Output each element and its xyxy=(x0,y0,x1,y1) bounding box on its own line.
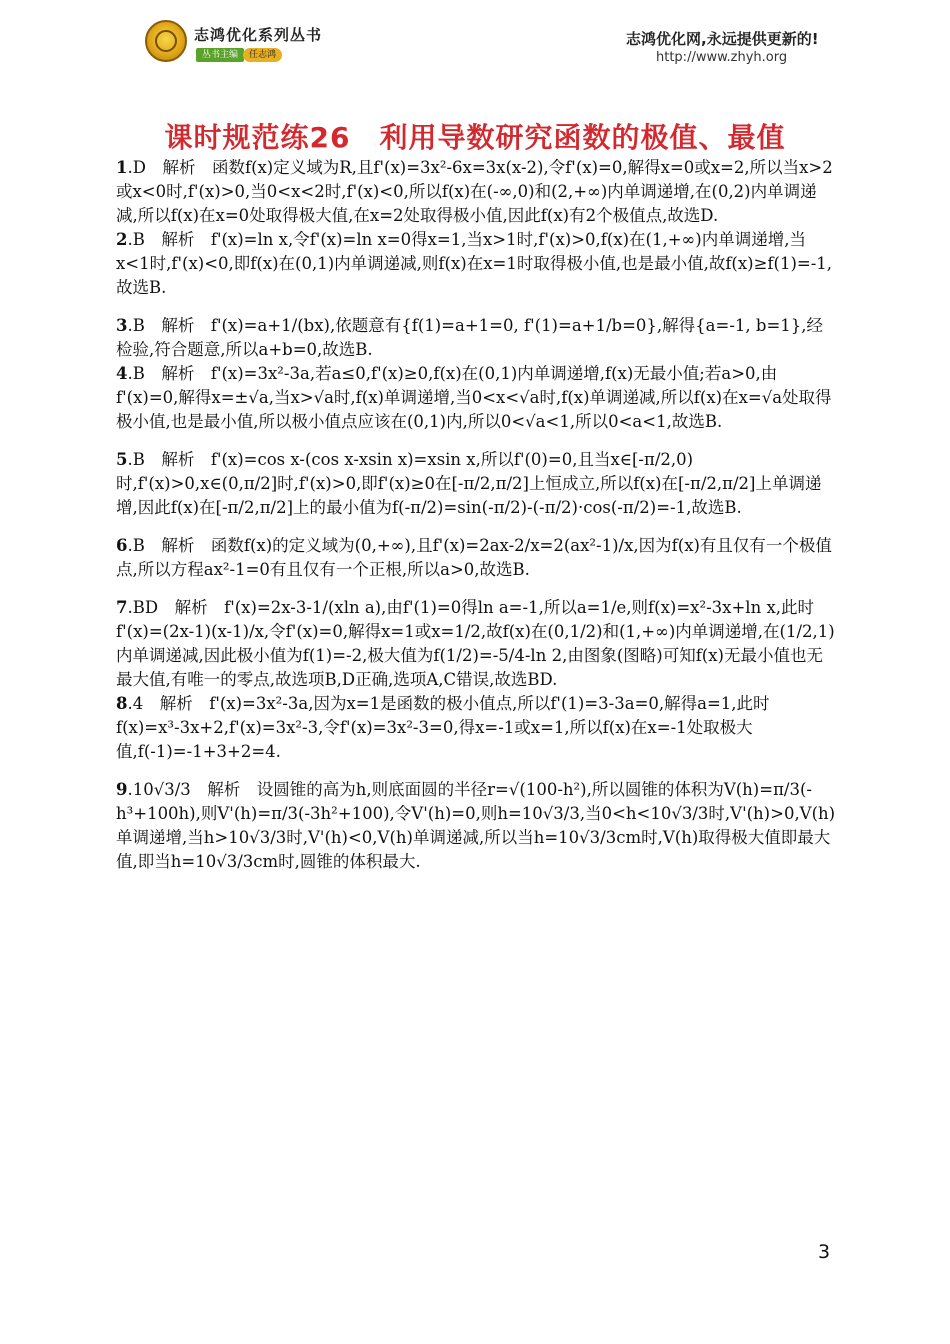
series-logo-icon xyxy=(145,20,187,62)
site-slogan: 志鸿优化网,永远提供更新的! xyxy=(626,30,819,48)
answer-item: 2.B 解析 f'(x)=ln x,令f'(x)=ln x=0得x=1,当x>1时,f'(x)>0,f(x)在(1,+∞)内单调递增,当x<1时,f'(x)<0,即f(x)在(0,1)内单调递减,则f(x)在x=1时取得极小值,也是最小值,故f(x)≥f(1)=-1,故选B. xyxy=(116,230,833,297)
answer-item: 6.B 解析 函数f(x)的定义域为(0,+∞),且f'(x)=2ax-2/x=2(ax²-1)/x,因为f(x)有且仅有一个极值点,所以方程ax²-1=0有且仅有一个正根,所以a>0,故选B. xyxy=(116,536,832,579)
answer-item: 7.BD 解析 f'(x)=2x-3-1/(xln a),由f'(1)=0得ln a=-1,所以a=1/e,则f(x)=x²-3x+ln x,此时f'(x)=(2x-1)(x-1)/x,令f'(x)=0,解得x=1或x=1/2,故f(x)在(0,1/2)和(1,+∞)内单调递增,在(1/2,1)内单调递减,因此极小值为f(1)=-2,极大值为f(1/2)=-5/4-ln 2,由图象(图略)可知f(x)无最小值也无最大值,有唯一的零点,故选项B,D正确,选项A,C错误,故选BD. xyxy=(116,598,835,689)
answer-item: 4.B 解析 f'(x)=3x²-3a,若a≤0,f'(x)≥0,f(x)在(0,1)内单调递增,f(x)无最小值;若a>0,由f'(x)=0,解得x=±√a,当x>√a时,f(x)单调递增,当0<x<√a时,f(x)单调递减,所以f(x)在x=√a处取得极小值,也是最小值,所以极小值点应该在(0,1)内,所以0<√a<1,所以0<a<1,故选B. xyxy=(116,364,832,431)
page-header xyxy=(0,0,950,82)
answer-item: 1.D 解析 函数f(x)定义域为R,且f'(x)=3x²-6x=3x(x-2),令f'(x)=0,解得x=0或x=2,所以当x>2或x<0时,f'(x)>0,当0<x<2时,f'(x)<0,所以f(x)在(-∞,0)和(2,+∞)内单调递增,在(0,2)内单调递减,所以f(x)在x=0处取得极大值,在x=2处取得极小值,因此f(x)有2个极值点,故选D. xyxy=(116,158,833,225)
answer-item: 5.B 解析 f'(x)=cos x-(cos x-xsin x)=xsin x,所以f'(0)=0,且当x∈[-π/2,0)时,f'(x)>0,x∈(0,π/2]时,f'(x)>0,即f'(x)≥0在[-π/2,π/2]上恒成立,所以f(x)在[-π/2,π/2]上单调递增,因此f(x)在[-π/2,π/2]上的最小值为f(-π/2)=sin(-π/2)-(-π/2)·cos(-π/2)=-1,故选B. xyxy=(116,450,822,517)
site-url[interactable]: http://www.zhyh.org xyxy=(656,50,788,65)
series-editor-name: 任志鸿 xyxy=(243,48,282,62)
page-title: 课时规范练26 利用导数研究函数的极值、最值 xyxy=(164,121,786,154)
answer-list xyxy=(116,156,838,874)
answer-item: 3.B 解析 f'(x)=a+1/(bx),依题意有{f(1)=a+1=0, f'(1)=a+1/b=0},解得{a=-1, b=1},经检验,符合题意,所以a+b=0,故选B. xyxy=(116,316,824,359)
answer-item: 8.4 解析 f'(x)=3x²-3a,因为x=1是函数的极小值点,所以f'(1)=3-3a=0,解得a=1,此时f(x)=x³-3x+2,f'(x)=3x²-3,令f'(x)=3x²-3=0,得x=-1或x=1,所以f(x)在x=-1处取极大值,f(-1)=-1+3+2=4. xyxy=(116,694,770,761)
page-number: 3 xyxy=(818,1241,831,1263)
series-editor-label: 丛书主编 xyxy=(196,48,244,62)
series-title: 志鸿优化系列丛书 xyxy=(194,26,323,44)
answer-item: 9.10√3/3 解析 设圆锥的高为h,则底面圆的半径r=√(100-h²),所以圆锥的体积为V(h)=π/3(-h³+100h),则V'(h)=π/3(-3h²+100),令V'(h)=0,则h=10√3/3,当0<h<10√3/3时,V'(h)>0,V(h)单调递增,当h>10√3/3时,V'(h)<0,V(h)单调递减,所以当h=10√3/3cm时,V(h)取得极大值即最大值,即当h=10√3/3cm时,圆锥的体积最大. xyxy=(116,780,836,871)
